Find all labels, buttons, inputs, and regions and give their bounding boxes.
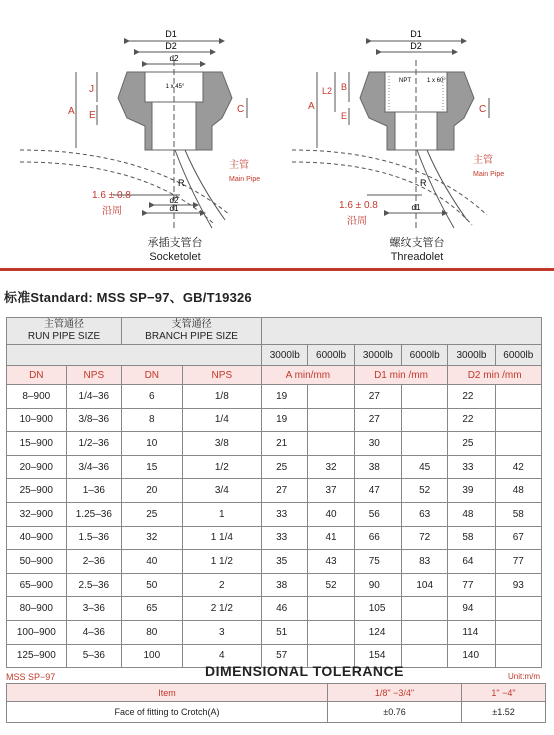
sub-header: DN bbox=[7, 366, 67, 385]
table-cell: 1/8 bbox=[182, 385, 262, 409]
socketolet-angle-label: 1 x 45° bbox=[165, 84, 185, 90]
table-cell: 1/2 bbox=[182, 455, 262, 479]
table-cell: 8–900 bbox=[7, 385, 67, 409]
threadolet-npt-label: NPT bbox=[399, 78, 411, 84]
threadolet-l2-label: L2 bbox=[322, 86, 333, 96]
threadolet-main-pipe-cn: 主管 bbox=[473, 155, 493, 166]
table-cell: 2 1/2 bbox=[182, 597, 262, 621]
threadolet-a-label: A bbox=[308, 101, 315, 112]
sub-header: A min/mm bbox=[262, 366, 355, 385]
table-cell: 124 bbox=[354, 620, 401, 644]
table-cell: 100 bbox=[122, 644, 183, 668]
table-row bbox=[7, 432, 542, 456]
socketolet-main-pipe-cn: 主管 bbox=[229, 160, 249, 171]
socketolet-d2-inner-label: d2 bbox=[169, 54, 179, 63]
socketolet-main-pipe-en: Main Pipe bbox=[229, 176, 261, 183]
sub-header: D2 min /mm bbox=[448, 366, 542, 385]
table-cell: 21 bbox=[262, 432, 308, 456]
table-cell: 27 bbox=[354, 408, 401, 432]
table-row bbox=[7, 597, 542, 621]
class-header: 6000lb bbox=[495, 345, 541, 366]
socketolet-r-label: R bbox=[178, 178, 185, 188]
table-cell: 3/8 bbox=[182, 432, 262, 456]
threadolet-gap-label: 1.6 ± 0.8 bbox=[339, 200, 378, 211]
table-cell bbox=[495, 385, 541, 409]
socketolet-e-label: E bbox=[89, 110, 96, 121]
table-cell: 37 bbox=[308, 479, 354, 503]
table-cell: 1 bbox=[182, 502, 262, 526]
table-cell: 2.5–36 bbox=[66, 573, 121, 597]
table-cell: 41 bbox=[308, 526, 354, 550]
standard-heading: 标准Standard: MSS SP−97、GB/T19326 bbox=[4, 290, 252, 305]
table-cell: 125–900 bbox=[7, 644, 67, 668]
table-cell bbox=[495, 644, 541, 668]
table-cell: 20 bbox=[122, 479, 183, 503]
table-row bbox=[7, 620, 542, 644]
table-cell: 33 bbox=[448, 455, 495, 479]
branch-header-cn: 支管通径 bbox=[171, 319, 212, 330]
table-cell: 140 bbox=[448, 644, 495, 668]
table-cell: 38 bbox=[354, 455, 401, 479]
table-cell: 1 1/2 bbox=[182, 550, 262, 574]
threadolet-d1-label: D1 bbox=[410, 29, 422, 39]
table-cell: 80 bbox=[122, 620, 183, 644]
threadolet-circum-label: 沿周 bbox=[347, 216, 367, 227]
socketolet-drawing bbox=[0, 0, 277, 268]
table-cell: 1/4 bbox=[182, 408, 262, 432]
sub-header: DN bbox=[122, 366, 183, 385]
threadolet-caption bbox=[372, 236, 462, 264]
table-cell: 4–36 bbox=[66, 620, 121, 644]
table-cell: 64 bbox=[448, 550, 495, 574]
table-cell: 46 bbox=[262, 597, 308, 621]
section-divider bbox=[0, 268, 554, 271]
threadolet-e-label: E bbox=[341, 111, 348, 121]
table-cell: 40–900 bbox=[7, 526, 67, 550]
run-header-cn: 主管通径 bbox=[44, 319, 85, 330]
threadolet-drawing bbox=[277, 0, 554, 268]
table-cell: 3/4 bbox=[182, 479, 262, 503]
table-cell: 4 bbox=[182, 644, 262, 668]
table-cell bbox=[495, 432, 541, 456]
branch-header-en: BRANCH PIPE SIZE bbox=[145, 331, 238, 342]
table-cell: 100–900 bbox=[7, 620, 67, 644]
table-cell bbox=[402, 597, 448, 621]
table-cell: 39 bbox=[448, 479, 495, 503]
table-cell: 51 bbox=[262, 620, 308, 644]
table-cell: 75 bbox=[354, 550, 401, 574]
table-cell: 48 bbox=[448, 502, 495, 526]
socketolet-a-label: A bbox=[68, 106, 75, 117]
table-cell: 25 bbox=[448, 432, 495, 456]
table-cell: 40 bbox=[122, 550, 183, 574]
threadolet-caption-en: Threadolet bbox=[390, 251, 444, 263]
tolerance-standard-label: MSS SP−97 bbox=[6, 672, 56, 682]
table-cell: 52 bbox=[308, 573, 354, 597]
table-row bbox=[7, 526, 542, 550]
table-cell: 80–900 bbox=[7, 597, 67, 621]
socketolet-caption bbox=[130, 236, 220, 264]
threadolet-r-label: R bbox=[420, 178, 427, 188]
class-header: 6000lb bbox=[402, 345, 448, 366]
socketolet-caption-cn: 承插支管台 bbox=[147, 237, 203, 249]
table-cell bbox=[402, 620, 448, 644]
table-cell bbox=[495, 408, 541, 432]
table-cell bbox=[402, 385, 448, 409]
socketolet-caption-en: Socketolet bbox=[149, 251, 201, 263]
table-cell bbox=[308, 620, 354, 644]
table-cell: 43 bbox=[308, 550, 354, 574]
table-cell: 1.5–36 bbox=[66, 526, 121, 550]
table-cell: 25 bbox=[122, 502, 183, 526]
table-row bbox=[7, 385, 542, 409]
table-cell: 94 bbox=[448, 597, 495, 621]
table-cell: 19 bbox=[262, 385, 308, 409]
table-row bbox=[7, 573, 542, 597]
socketolet-d2-label: D2 bbox=[165, 41, 177, 51]
sub-header: NPS bbox=[182, 366, 262, 385]
table-cell: 77 bbox=[495, 550, 541, 574]
table-cell bbox=[402, 408, 448, 432]
table-cell: 65–900 bbox=[7, 573, 67, 597]
table-cell: 3–36 bbox=[66, 597, 121, 621]
table-cell: 32 bbox=[122, 526, 183, 550]
table-cell: 90 bbox=[354, 573, 401, 597]
table-cell: 77 bbox=[448, 573, 495, 597]
table-cell: 45 bbox=[402, 455, 448, 479]
table-cell: 38 bbox=[262, 573, 308, 597]
run-header-en: RUN PIPE SIZE bbox=[27, 331, 101, 342]
sub-header: NPS bbox=[66, 366, 121, 385]
table-cell: 33 bbox=[262, 526, 308, 550]
table-cell: 8 bbox=[122, 408, 183, 432]
table-cell: 1/4–36 bbox=[66, 385, 121, 409]
branch-pipe-header bbox=[122, 318, 262, 345]
tolerance-header: 1/8" −3/4" bbox=[328, 684, 462, 702]
header-blank bbox=[262, 318, 542, 345]
table-cell: 1.25–36 bbox=[66, 502, 121, 526]
socketolet-c-label: C bbox=[237, 104, 245, 115]
table-cell: 58 bbox=[495, 502, 541, 526]
table-cell: 5–36 bbox=[66, 644, 121, 668]
table-cell bbox=[495, 620, 541, 644]
table-cell: 25 bbox=[262, 455, 308, 479]
class-header: 3000lb bbox=[354, 345, 401, 366]
table-cell: 47 bbox=[354, 479, 401, 503]
table-cell: 58 bbox=[448, 526, 495, 550]
table-cell: 52 bbox=[402, 479, 448, 503]
class-header: 6000lb bbox=[308, 345, 354, 366]
threadolet-caption-cn: 螺纹支管台 bbox=[389, 237, 445, 249]
tolerance-unit: Unit:m/m bbox=[508, 672, 540, 681]
table-cell: 50 bbox=[122, 573, 183, 597]
tolerance-title: DIMENSIONAL TOLERANCE bbox=[205, 663, 404, 679]
table-cell: 2 bbox=[182, 573, 262, 597]
table-cell: 1–36 bbox=[66, 479, 121, 503]
socketolet-j-label: J bbox=[89, 84, 94, 95]
class-header: 3000lb bbox=[448, 345, 495, 366]
table-row bbox=[7, 479, 542, 503]
tolerance-table bbox=[6, 683, 546, 723]
table-cell bbox=[308, 385, 354, 409]
table-cell: 114 bbox=[448, 620, 495, 644]
table-cell: 63 bbox=[402, 502, 448, 526]
table-cell: 20–900 bbox=[7, 455, 67, 479]
table-cell: 3/4–36 bbox=[66, 455, 121, 479]
table-cell bbox=[308, 432, 354, 456]
table-cell: 27 bbox=[354, 385, 401, 409]
table-cell: 57 bbox=[262, 644, 308, 668]
sub-header: D1 min /mm bbox=[354, 366, 448, 385]
table-cell: 15–900 bbox=[7, 432, 67, 456]
table-cell: 32 bbox=[308, 455, 354, 479]
run-pipe-header bbox=[7, 318, 122, 345]
threadolet-main-pipe-en: Main Pipe bbox=[473, 171, 505, 178]
table-cell: 48 bbox=[495, 479, 541, 503]
threadolet-d1-bottom-label: d1 bbox=[411, 203, 421, 212]
table-cell: 105 bbox=[354, 597, 401, 621]
table-cell: 22 bbox=[448, 408, 495, 432]
table-cell bbox=[402, 432, 448, 456]
drawings-area bbox=[0, 0, 554, 268]
socketolet-d2-bottom-label: d2 bbox=[169, 196, 179, 205]
tolerance-cell: ±0.76 bbox=[328, 702, 462, 723]
threadolet-b-label: B bbox=[341, 82, 348, 92]
table-cell: 30 bbox=[354, 432, 401, 456]
table-row bbox=[7, 502, 542, 526]
threadolet-d2-label: D2 bbox=[410, 41, 422, 51]
table-cell: 154 bbox=[354, 644, 401, 668]
table-cell: 93 bbox=[495, 573, 541, 597]
dimension-table bbox=[6, 317, 542, 668]
table-cell bbox=[495, 597, 541, 621]
table-cell: 19 bbox=[262, 408, 308, 432]
table-cell: 72 bbox=[402, 526, 448, 550]
table-cell: 10 bbox=[122, 432, 183, 456]
socketolet-d1-label: D1 bbox=[165, 29, 177, 39]
socketolet-gap-label: 1.6 ± 0.8 bbox=[92, 190, 131, 201]
threadolet-c-label: C bbox=[479, 104, 487, 115]
table-row bbox=[7, 455, 542, 479]
tolerance-header: Item bbox=[7, 684, 328, 702]
socketolet-circum-label: 沿周 bbox=[102, 206, 122, 217]
table-cell bbox=[308, 597, 354, 621]
table-cell: 65 bbox=[122, 597, 183, 621]
table-cell: 83 bbox=[402, 550, 448, 574]
tolerance-row bbox=[7, 702, 546, 723]
table-cell: 32–900 bbox=[7, 502, 67, 526]
table-cell: 42 bbox=[495, 455, 541, 479]
tolerance-cell: ±1.52 bbox=[462, 702, 546, 723]
tolerance-header: 1" −4" bbox=[462, 684, 546, 702]
table-cell: 35 bbox=[262, 550, 308, 574]
table-cell: 3/8–36 bbox=[66, 408, 121, 432]
dimension-table-body bbox=[7, 385, 542, 668]
tolerance-cell: Face of fitting to Crotch(A) bbox=[7, 702, 328, 723]
table-cell bbox=[402, 644, 448, 668]
table-cell: 67 bbox=[495, 526, 541, 550]
table-cell: 40 bbox=[308, 502, 354, 526]
socketolet-d1-bottom-label: d1 bbox=[169, 204, 179, 213]
table-cell: 10–900 bbox=[7, 408, 67, 432]
table-cell: 33 bbox=[262, 502, 308, 526]
table-cell bbox=[308, 408, 354, 432]
table-cell: 50–900 bbox=[7, 550, 67, 574]
table-cell: 1 1/4 bbox=[182, 526, 262, 550]
table-row bbox=[7, 408, 542, 432]
table-cell: 25–900 bbox=[7, 479, 67, 503]
table-cell: 2–36 bbox=[66, 550, 121, 574]
table-cell: 6 bbox=[122, 385, 183, 409]
table-cell: 66 bbox=[354, 526, 401, 550]
table-cell: 15 bbox=[122, 455, 183, 479]
table-cell: 104 bbox=[402, 573, 448, 597]
table-cell: 56 bbox=[354, 502, 401, 526]
header-spacer bbox=[7, 345, 262, 366]
table-cell: 22 bbox=[448, 385, 495, 409]
table-row bbox=[7, 550, 542, 574]
class-header: 3000lb bbox=[262, 345, 308, 366]
table-cell: 1/2–36 bbox=[66, 432, 121, 456]
table-cell: 3 bbox=[182, 620, 262, 644]
table-cell: 27 bbox=[262, 479, 308, 503]
threadolet-angle-label: 1 x 60° bbox=[427, 78, 446, 84]
